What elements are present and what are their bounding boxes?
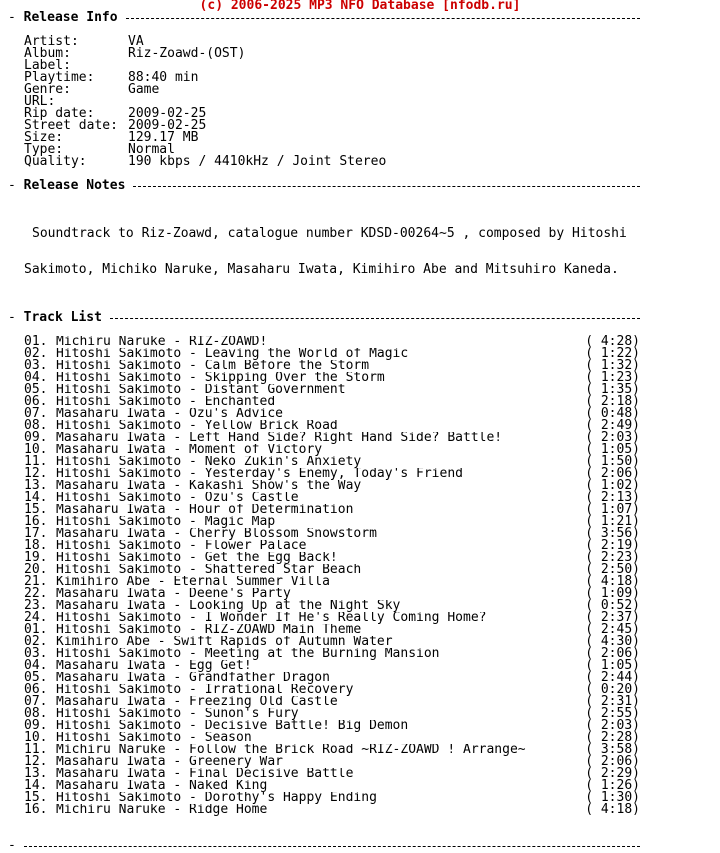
dashed-rule — [24, 846, 640, 847]
info-value: 88:40 min — [128, 70, 199, 85]
track-row — [8, 624, 640, 636]
track-row — [8, 804, 640, 816]
info-key: Quality: — [24, 154, 87, 169]
track-title: Hitoshi Sakimoto - Flower Palace — [56, 540, 307, 552]
track-number: 20. — [24, 562, 48, 577]
track-number: 09. — [24, 718, 48, 733]
track-row — [8, 600, 640, 612]
track-duration: ( 1:02) — [585, 478, 640, 493]
track-row — [8, 420, 640, 432]
track-duration: ( 1:26) — [585, 778, 640, 793]
track-title: Hitoshi Sakimoto - RIZ-ZOAWD Main Theme — [56, 624, 362, 636]
track-number: 02. — [24, 346, 48, 361]
track-number: 09. — [24, 430, 48, 445]
track-duration: ( 4:18) — [585, 574, 640, 589]
track-title: Hitoshi Sakimoto - Dorothy's Happy Ending — [56, 792, 377, 804]
track-row — [8, 744, 640, 756]
track-number: 11. — [24, 742, 48, 757]
track-title: Hitoshi Sakimoto - Neko Zukin's Anxiety — [56, 456, 362, 468]
spacer — [8, 192, 712, 204]
track-duration: ( 2:49) — [585, 418, 640, 433]
track-title: Hitoshi Sakimoto - Decisive Battle! Big Demon — [56, 720, 409, 732]
track-number: 14. — [24, 778, 48, 793]
track-row — [8, 576, 640, 588]
track-duration: ( 2:06) — [585, 466, 640, 481]
track-row — [8, 768, 640, 780]
track-row — [8, 408, 640, 420]
track-number: 24. — [24, 610, 48, 625]
track-number: 05. — [24, 382, 48, 397]
track-number: 06. — [24, 682, 48, 697]
section-dash: - — [8, 178, 24, 193]
track-duration: ( 0:52) — [585, 598, 640, 613]
track-number: 04. — [24, 658, 48, 673]
track-duration: ( 1:32) — [585, 358, 640, 373]
track-row — [8, 684, 640, 696]
track-title: Michiru Naruke - Follow the Brick Road ~RIZ-ZOAWD ! Arrange~ — [56, 744, 526, 756]
track-list-heading — [8, 312, 640, 324]
spacer — [8, 300, 712, 312]
track-title: Masaharu Iwata - Greenery War — [56, 756, 283, 768]
track-duration: ( 0:48) — [585, 406, 640, 421]
track-title: Hitoshi Sakimoto - Get the Egg Back! — [56, 552, 338, 564]
track-duration: ( 2:13) — [585, 490, 640, 505]
track-duration: ( 0:20) — [585, 682, 640, 697]
nfo-document — [8, 0, 712, 852]
release-info-row — [8, 156, 712, 168]
track-number: 13. — [24, 766, 48, 781]
track-duration: ( 2:37) — [585, 610, 640, 625]
release-info-row — [8, 36, 712, 48]
track-title: Hitoshi Sakimoto - Shattered Star Beach — [56, 564, 362, 576]
track-number: 15. — [24, 790, 48, 805]
track-number: 07. — [24, 694, 48, 709]
release-info-row — [8, 96, 712, 108]
track-row — [8, 468, 640, 480]
track-number: 23. — [24, 598, 48, 613]
footer-rule — [8, 840, 640, 852]
track-row — [8, 732, 640, 744]
track-row — [8, 396, 640, 408]
release-info-row — [8, 132, 712, 144]
track-title: Masaharu Iwata - Left Hand Side? Right Hand Side? Battle! — [56, 432, 503, 444]
info-key: Street date: — [24, 118, 118, 133]
info-value: 2009-02-25 — [128, 118, 207, 133]
track-duration: ( 2:29) — [585, 766, 640, 781]
release-notes-heading — [8, 180, 640, 192]
track-title: Hitoshi Sakimoto - Yellow Brick Road — [56, 420, 338, 432]
info-key: Size: — [24, 130, 64, 145]
info-key: Label: — [24, 58, 71, 73]
track-title: Hitoshi Sakimoto - Sunon's Fury — [56, 708, 299, 720]
section-dash: - — [8, 10, 24, 25]
track-number: 10. — [24, 730, 48, 745]
track-title: Masaharu Iwata - Cherry Blossom Snowstorm — [56, 528, 377, 540]
track-duration: ( 1:23) — [585, 370, 640, 385]
track-row — [8, 564, 640, 576]
track-title: Masaharu Iwata - Naked King — [56, 780, 268, 792]
notes-line: Sakimoto, Michiko Naruke, Masaharu Iwata, Kimihiro Abe and Mitsuhiro Kaneda. — [24, 262, 619, 277]
track-duration: ( 3:56) — [585, 526, 640, 541]
track-number: 18. — [24, 538, 48, 553]
info-value: VA — [128, 34, 144, 49]
track-number: 17. — [24, 526, 48, 541]
track-number: 07. — [24, 406, 48, 421]
track-number: 22. — [24, 586, 48, 601]
release-notes-text — [8, 204, 640, 300]
track-title: Hitoshi Sakimoto - Yesterday's Enemy, Today's Friend — [56, 468, 463, 480]
spacer — [8, 828, 712, 840]
section-dash: - — [8, 838, 24, 853]
track-duration: ( 2:31) — [585, 694, 640, 709]
track-number: 11. — [24, 454, 48, 469]
track-title: Hitoshi Sakimoto - Magic Map — [56, 516, 276, 528]
track-row — [8, 672, 640, 684]
track-number: 16. — [24, 802, 48, 817]
track-duration: ( 1:35) — [585, 382, 640, 397]
track-number: 05. — [24, 670, 48, 685]
release-info-row — [8, 84, 712, 96]
track-title: Kimihiro Abe - Eternal Summer Villa — [56, 576, 330, 588]
track-title: Hitoshi Sakimoto - Season — [56, 732, 252, 744]
track-title: Hitoshi Sakimoto - Irrational Recovery — [56, 684, 354, 696]
section-dash: - — [8, 310, 24, 325]
track-duration: ( 1:30) — [585, 790, 640, 805]
track-title: Masaharu Iwata - Grandfather Dragon — [56, 672, 330, 684]
spacer — [8, 816, 712, 828]
track-duration: ( 2:03) — [585, 430, 640, 445]
track-duration: ( 2:28) — [585, 730, 640, 745]
track-row — [8, 696, 640, 708]
info-key: Playtime: — [24, 70, 95, 85]
info-key: Rip date: — [24, 106, 95, 121]
track-row — [8, 528, 640, 540]
track-title: Masaharu Iwata - Deene's Party — [56, 588, 291, 600]
release-info-row — [8, 72, 712, 84]
track-row — [8, 384, 640, 396]
track-duration: ( 4:28) — [585, 334, 640, 349]
track-row — [8, 480, 640, 492]
track-row — [8, 432, 640, 444]
track-duration: ( 2:03) — [585, 718, 640, 733]
track-duration: ( 2:50) — [585, 562, 640, 577]
track-title: Hitoshi Sakimoto - Distant Government — [56, 384, 346, 396]
info-key: Genre: — [24, 82, 71, 97]
track-row — [8, 456, 640, 468]
track-row — [8, 792, 640, 804]
track-number: 06. — [24, 394, 48, 409]
track-number: 04. — [24, 370, 48, 385]
section-title: Track List — [23, 310, 102, 325]
spacer — [8, 24, 712, 36]
track-row — [8, 516, 640, 528]
track-row — [8, 660, 640, 672]
track-row — [8, 780, 640, 792]
release-info-row — [8, 60, 712, 72]
track-title: Hitoshi Sakimoto - Ozu's Castle — [56, 492, 299, 504]
track-row — [8, 540, 640, 552]
track-number: 02. — [24, 634, 48, 649]
track-duration: ( 2:23) — [585, 550, 640, 565]
track-number: 12. — [24, 466, 48, 481]
track-duration: ( 1:07) — [585, 502, 640, 517]
track-title: Masaharu Iwata - Freezing Old Castle — [56, 696, 338, 708]
info-value: Normal — [128, 142, 175, 157]
track-title: Kimihiro Abe - Swift Rapids of Autumn Water — [56, 636, 393, 648]
track-number: 15. — [24, 502, 48, 517]
track-number: 03. — [24, 646, 48, 661]
release-info-list — [8, 36, 712, 168]
track-title: Masaharu Iwata - Ozu's Advice — [56, 408, 283, 420]
track-duration: ( 2:44) — [585, 670, 640, 685]
dashed-rule — [126, 18, 640, 19]
track-title: Masaharu Iwata - Final Decisive Battle — [56, 768, 354, 780]
track-row — [8, 708, 640, 720]
track-number: 12. — [24, 754, 48, 769]
track-number: 08. — [24, 418, 48, 433]
track-row — [8, 588, 640, 600]
track-title: Masaharu Iwata - Kakashi Show's the Way — [56, 480, 362, 492]
track-row — [8, 720, 640, 732]
info-key: Type: — [24, 142, 64, 157]
notes-line: Soundtrack to Riz-Zoawd, catalogue number KDSD-00264~5 , composed by Hitoshi — [32, 226, 627, 241]
track-row — [8, 552, 640, 564]
track-title: Hitoshi Sakimoto - Leaving the World of Magic — [56, 348, 409, 360]
track-duration: ( 3:58) — [585, 742, 640, 757]
release-info-row — [8, 48, 712, 60]
track-title: Hitoshi Sakimoto - Calm Before the Storm — [56, 360, 370, 372]
track-number: 03. — [24, 358, 48, 373]
track-row — [8, 636, 640, 648]
info-key: Album: — [24, 46, 71, 61]
track-duration: ( 2:06) — [585, 754, 640, 769]
track-number: 14. — [24, 490, 48, 505]
info-value: 2009-02-25 — [128, 106, 207, 121]
track-duration: ( 1:50) — [585, 454, 640, 469]
info-value: 129.17 MB — [128, 130, 199, 145]
track-number: 08. — [24, 706, 48, 721]
dashed-rule — [110, 318, 640, 319]
track-title: Masaharu Iwata - Egg Get! — [56, 660, 252, 672]
track-number: 01. — [24, 334, 48, 349]
track-title: Masaharu Iwata - Moment of Victory — [56, 444, 323, 456]
track-row — [8, 756, 640, 768]
track-row — [8, 504, 640, 516]
track-duration: ( 2:06) — [585, 646, 640, 661]
track-duration: ( 1:21) — [585, 514, 640, 529]
copyright-header: (c) 2006-2025 MP3 NFO Database [nfodb.ru] — [199, 0, 521, 13]
info-value: Game — [128, 82, 160, 97]
track-title: Hitoshi Sakimoto - I Wonder If He's Really Coming Home? — [56, 612, 487, 624]
track-number: 10. — [24, 442, 48, 457]
track-title: Hitoshi Sakimoto - Enchanted — [56, 396, 276, 408]
track-duration: ( 1:05) — [585, 442, 640, 457]
track-row — [8, 360, 640, 372]
track-title: Masaharu Iwata - Looking Up at the Night Sky — [56, 600, 401, 612]
track-row — [8, 444, 640, 456]
track-list — [8, 336, 712, 816]
track-duration: ( 2:19) — [585, 538, 640, 553]
track-duration: ( 1:09) — [585, 586, 640, 601]
info-key: URL: — [24, 94, 56, 109]
track-duration: ( 4:30) — [585, 634, 640, 649]
track-title: Michiru Naruke - RIZ-ZOAWD! — [56, 336, 268, 348]
track-duration: ( 2:55) — [585, 706, 640, 721]
track-row — [8, 336, 640, 348]
track-duration: ( 4:18) — [585, 802, 640, 817]
release-info-row — [8, 120, 712, 132]
track-duration: ( 1:05) — [585, 658, 640, 673]
release-info-heading — [8, 12, 640, 24]
track-title: Michiru Naruke - Ridge Home — [56, 804, 268, 816]
info-value: 190 kbps / 4410kHz / Joint Stereo — [128, 154, 387, 169]
track-duration: ( 2:45) — [585, 622, 640, 637]
section-title: Release Info — [23, 10, 118, 25]
track-title: Masaharu Iwata - Hour of Determination — [56, 504, 354, 516]
track-title: Hitoshi Sakimoto - Skipping Over the Storm — [56, 372, 385, 384]
track-title: Hitoshi Sakimoto - Meeting at the Burning Mansion — [56, 648, 440, 660]
track-duration: ( 2:18) — [585, 394, 640, 409]
track-duration: ( 1:22) — [585, 346, 640, 361]
info-value: Riz-Zoawd-(OST) — [128, 46, 246, 61]
track-row — [8, 372, 640, 384]
track-number: 21. — [24, 574, 48, 589]
info-key: Artist: — [24, 34, 79, 49]
dashed-rule — [133, 186, 640, 187]
track-row — [8, 612, 640, 624]
section-title: Release Notes — [23, 178, 126, 193]
track-number: 13. — [24, 478, 48, 493]
track-number: 19. — [24, 550, 48, 565]
track-row — [8, 492, 640, 504]
track-row — [8, 348, 640, 360]
track-number: 16. — [24, 514, 48, 529]
track-number: 01. — [24, 622, 48, 637]
track-row — [8, 648, 640, 660]
